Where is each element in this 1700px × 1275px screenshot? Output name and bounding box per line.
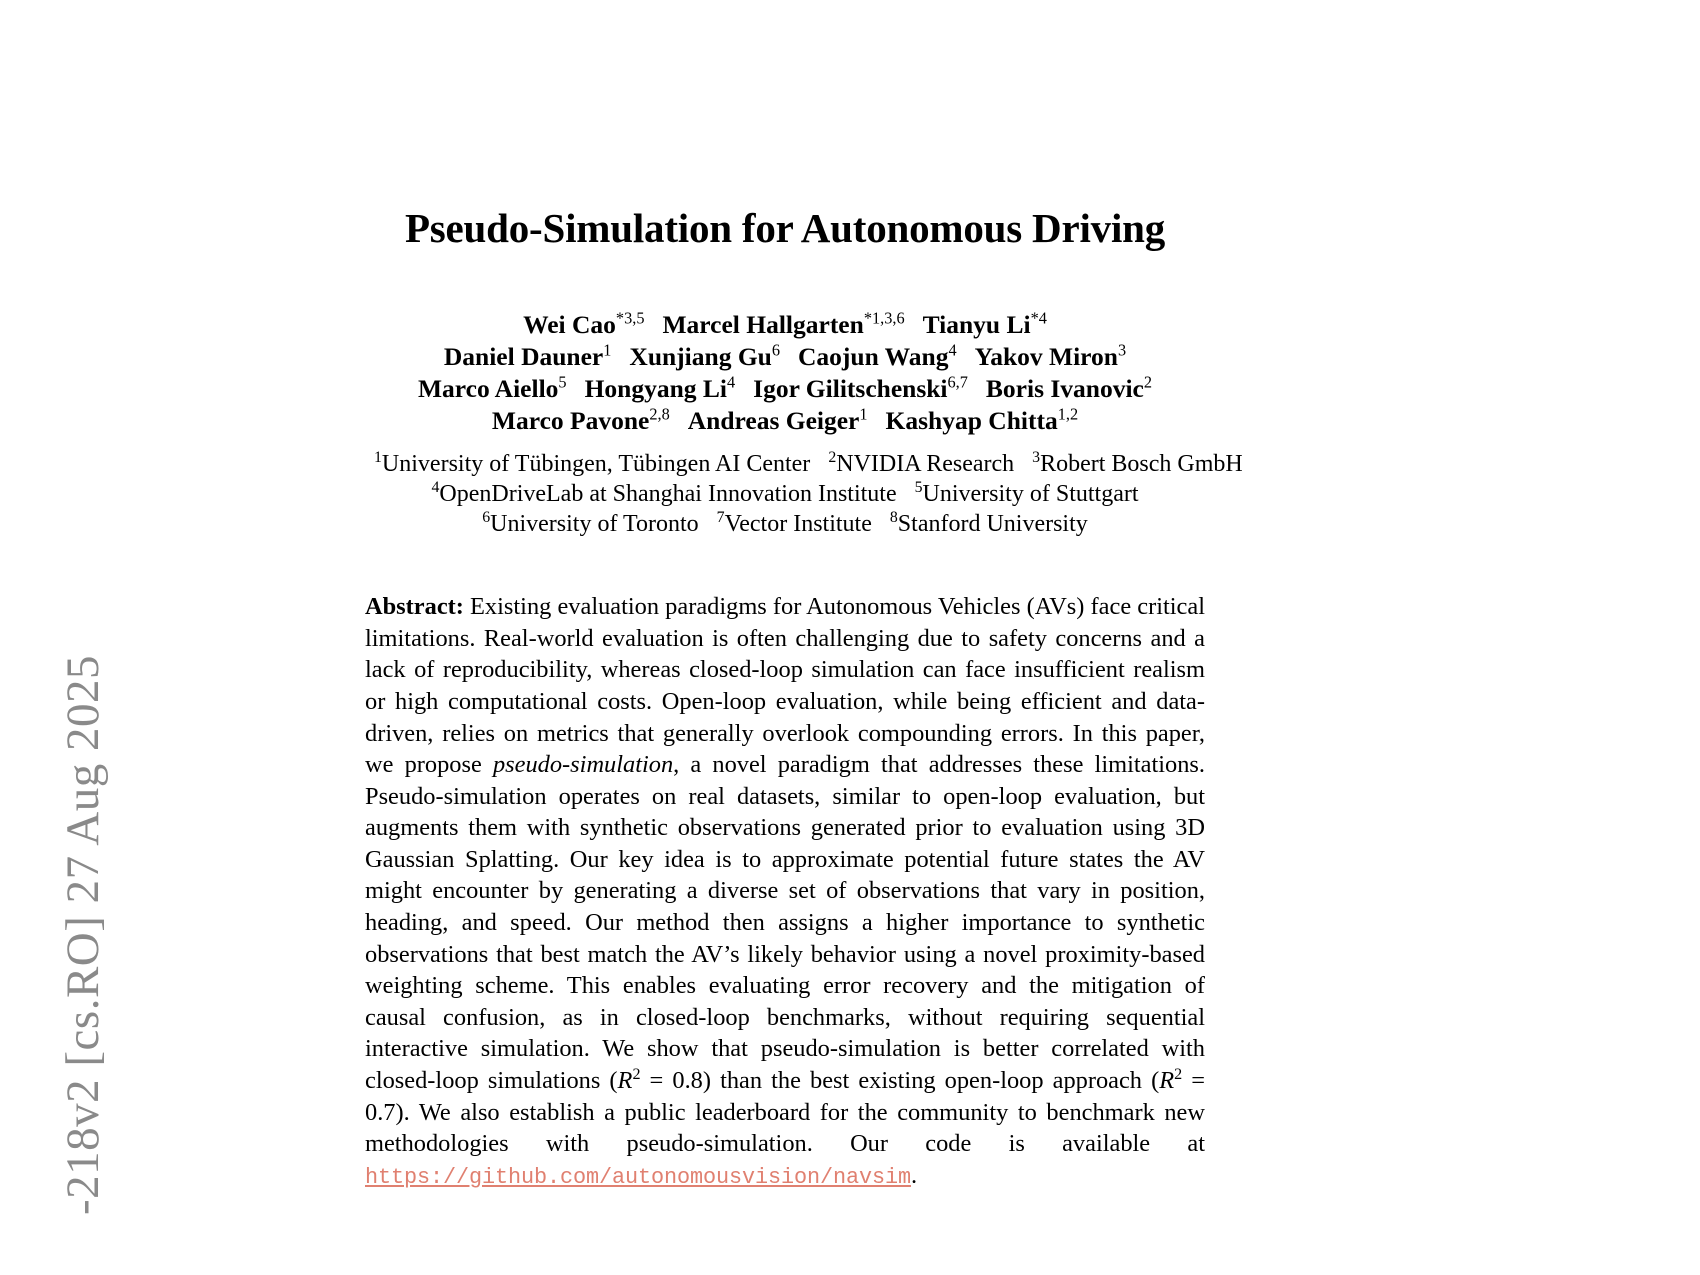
affiliation-name: Stanford University (897, 511, 1088, 538)
affiliation-entry (890, 509, 1088, 539)
affiliation-marker: 4 (431, 479, 440, 497)
affiliation-entry (431, 479, 896, 509)
author-name (523, 309, 644, 341)
author-name-text: Xunjiang Gu (629, 342, 772, 372)
author-name (629, 341, 780, 373)
affiliation-line (365, 449, 1243, 479)
author-name-text: Kashyap Chitta (885, 406, 1058, 436)
affiliation-entry (717, 509, 872, 539)
author-name (444, 341, 612, 373)
abstract-text-part-3: ) than the best existing open-loop approach ( (702, 1067, 1160, 1095)
author-affiliation-marker: 1 (603, 340, 612, 360)
affiliation-list (365, 449, 1243, 539)
author-name-text: Boris Ivanovic (985, 374, 1144, 404)
author-name-text: Igor Gilitschenski (753, 374, 948, 404)
affiliation-marker: 3 (1032, 449, 1041, 467)
affiliation-name: NVIDIA Research (836, 451, 1015, 478)
author-name (798, 341, 957, 373)
author-affiliation-marker: *3,5 (615, 308, 645, 328)
author-name-text: Marco Aiello (417, 374, 559, 404)
abstract-text-part-5: . (910, 1161, 918, 1189)
abstract-section (365, 591, 1205, 1192)
author-name-text: Daniel Dauner (443, 342, 604, 372)
author-affiliation-marker: 2,8 (649, 404, 670, 424)
affiliation-entry (374, 449, 810, 479)
author-name (585, 373, 736, 405)
affiliation-marker: 6 (482, 509, 491, 527)
author-name-text: Wei Cao (523, 310, 616, 340)
author-affiliation-marker: 2 (1143, 372, 1153, 392)
author-line (365, 405, 1205, 437)
r-squared-first: $R^2 = 0.8$ (617, 1065, 703, 1095)
author-name (662, 309, 904, 341)
affiliation-line (365, 479, 1205, 509)
author-affiliation-marker: 4 (727, 372, 736, 392)
affiliation-marker: 5 (914, 479, 923, 497)
abstract-text-part-4: ). We also establish a public leaderboard for the community to benchmark new methodologies with pseudo-simulation. Our code is available at (365, 1098, 1205, 1158)
affiliation-marker: 8 (889, 509, 898, 527)
affiliation-name: Robert Bosch GmbH (1040, 451, 1243, 478)
affiliation-entry (915, 479, 1139, 509)
author-name (986, 373, 1152, 405)
arxiv-stamp-text: -218v2 [cs.RO] 27 Aug 2025 (57, 655, 109, 1215)
author-name-text: Marco Pavone (491, 406, 650, 436)
paper-page (365, 0, 1243, 1192)
author-affiliation-marker: 6 (771, 340, 780, 360)
author-affiliation-marker: 3 (1117, 340, 1127, 360)
abstract-text-part-1: Existing evaluation paradigms for Autonomous Vehicles (AVs) face critical limitations. Real-world evaluation is often challenging due to safety concerns and a lack of reproducibility, whereas closed-loop simulation can face insufficient realism or high computational costs. Open-loop evaluation, while being efficient and data-driven, relies on metrics that generally overlook compounding errors. In this paper, we propose (365, 593, 1205, 779)
abstract-label: Abstract: (365, 593, 464, 621)
author-name-text: Marcel Hallgarten (662, 310, 864, 340)
affiliation-entry (828, 449, 1014, 479)
affiliation-name: Vector Institute (724, 511, 872, 538)
affiliation-name: University of Tübingen, Tübingen AI Center (381, 451, 811, 478)
r-squared-second: $R^2 = 0.7$ (365, 1065, 1205, 1126)
affiliation-name: OpenDriveLab at Shanghai Innovation Institute (439, 481, 897, 508)
author-affiliation-marker: *1,3,6 (863, 308, 905, 328)
page-title: Pseudo-Simulation for Autonomous Driving (404, 205, 1166, 251)
author-affiliation-marker: *4 (1030, 308, 1047, 328)
affiliation-line (365, 509, 1205, 539)
author-name-text: Hongyang Li (584, 374, 727, 404)
author-affiliation-marker: 6,7 (947, 372, 968, 392)
author-name (886, 405, 1079, 437)
author-affiliation-marker: 5 (558, 372, 567, 392)
author-name (975, 341, 1127, 373)
affiliation-entry (1032, 449, 1243, 479)
author-name (418, 373, 567, 405)
author-name-text: Yakov Miron (974, 342, 1118, 372)
affiliation-name: University of Toronto (490, 511, 699, 538)
author-name (753, 373, 968, 405)
author-affiliation-marker: 4 (948, 340, 957, 360)
code-repository-link[interactable]: https://github.com/autonomousvision/navsim (365, 1164, 911, 1190)
author-list (365, 309, 1205, 437)
abstract-text-part-2: , a novel paradigm that addresses these limitations. Pseudo-simulation operates on real datasets, similar to open-loop evaluation, but augments them with synthetic observations generated prior to evaluation using 3D Gaussian Splatting. Our key idea is to approximate potential future states the AV might encounter by generating a diverse set of observations that vary in position, heading, and speed. Our method then assigns a higher importance to synthetic observations that best match the AV’s likely behavior using a novel proximity-based weighting scheme. This enables evaluating error recovery and the mitigation of causal confusion, as in closed-loop benchmarks, without requiring sequential interactive simulation. We show that pseudo-simulation is better correlated with closed-loop simulations ( (365, 751, 1205, 1095)
affiliation-marker: 7 (716, 509, 725, 527)
author-line (365, 309, 1205, 341)
author-name-text: Andreas Geiger (687, 406, 860, 436)
author-name (492, 405, 670, 437)
author-affiliation-marker: 1 (859, 404, 868, 424)
author-name (688, 405, 868, 437)
author-name-text: Caojun Wang (798, 342, 949, 372)
author-name-text: Tianyu Li (922, 310, 1031, 340)
arxiv-stamp (48, 535, 118, 1215)
affiliation-name: University of Stuttgart (922, 481, 1139, 508)
affiliation-marker: 1 (374, 449, 382, 467)
affiliation-marker: 2 (828, 449, 837, 467)
author-line (365, 373, 1205, 405)
author-line (365, 341, 1205, 373)
author-name (923, 309, 1047, 341)
author-affiliation-marker: 1,2 (1057, 404, 1079, 424)
affiliation-entry (482, 509, 698, 539)
abstract-italic-term: pseudo-simulation (492, 751, 674, 779)
